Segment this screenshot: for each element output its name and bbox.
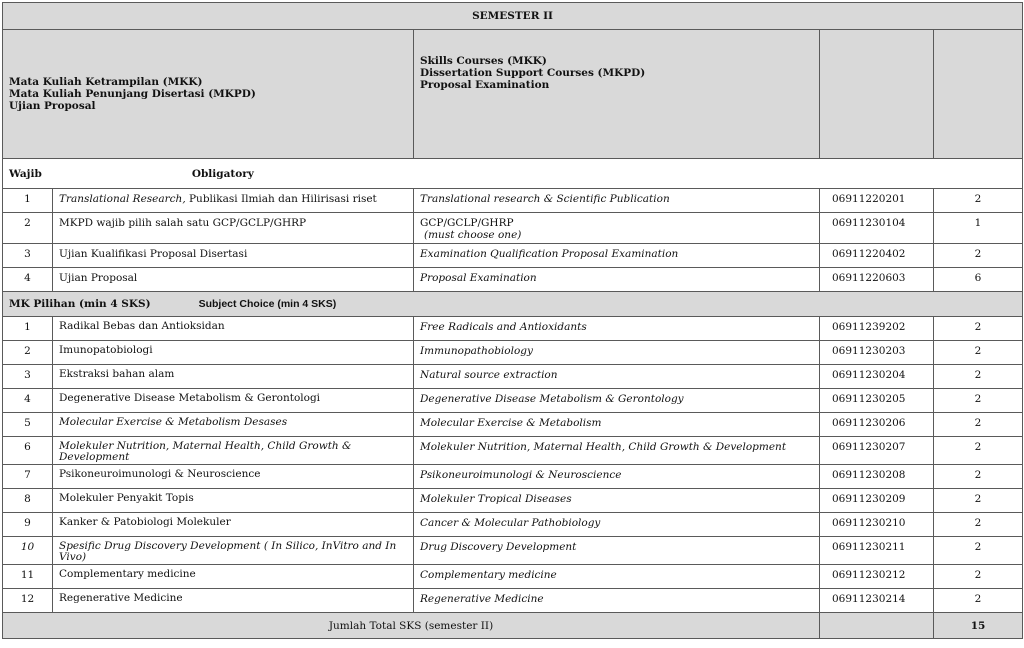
row-number: 3 — [3, 244, 53, 268]
row-number: 9 — [3, 513, 53, 537]
course-sks: 2 — [934, 489, 1023, 513]
header-sks — [934, 30, 1023, 159]
course-sks: 2 — [934, 365, 1023, 389]
course-sks: 2 — [934, 389, 1023, 413]
course-name-id: Molekuler Penyakit Topis — [53, 489, 414, 513]
row-number: 6 — [3, 437, 53, 465]
course-name-en: Proposal Examination — [414, 268, 820, 292]
course-name-en-note: (must choose one) — [424, 229, 522, 241]
course-code: 06911220603 — [820, 268, 934, 292]
course-name-en-main: GCP/GCLP/GHRP — [420, 217, 514, 229]
row-number: 8 — [3, 489, 53, 513]
course-sks: 2 — [934, 465, 1023, 489]
course-table — [2, 2, 1023, 639]
course-code: 06911220201 — [820, 189, 934, 213]
column-header-row — [3, 30, 1023, 159]
course-code: 06911230104 — [820, 213, 934, 244]
course-sks: 2 — [934, 565, 1023, 589]
row-number: 4 — [3, 268, 53, 292]
header-english — [414, 30, 820, 159]
row-number: 10 — [3, 537, 53, 565]
course-name-en: Free Radicals and Antioxidants — [414, 317, 820, 341]
row-number: 12 — [3, 589, 53, 613]
course-name-part: Ujian Proposal — [59, 272, 138, 284]
course-name-id: Degenerative Disease Metabolism & Gerontologi — [53, 389, 414, 413]
total-label: Jumlah Total SKS (semester II) — [3, 613, 820, 639]
course-sks: 2 — [934, 189, 1023, 213]
course-code: 06911230206 — [820, 413, 934, 437]
wajib-label-en: Obligatory — [191, 167, 254, 180]
row-number: 2 — [3, 341, 53, 365]
course-name-id: Psikoneuroimunologi & Neuroscience — [53, 465, 414, 489]
course-name-id: Imunopatobiologi — [53, 341, 414, 365]
course-name-id — [53, 268, 414, 292]
header-code — [820, 30, 934, 159]
row-number: 3 — [3, 365, 53, 389]
course-name-part: Publikasi Ilmiah dan Hilirisasi riset — [185, 193, 377, 205]
course-code: 06911230209 — [820, 489, 934, 513]
row-number: 1 — [3, 317, 53, 341]
course-name-en: Examination Qualification Proposal Examination — [414, 244, 820, 268]
header-en-line: Skills Courses (MKK) — [420, 55, 547, 67]
course-code: 06911230214 — [820, 589, 934, 613]
row-number: 4 — [3, 389, 53, 413]
course-name-en: Translational research & Scientific Publication — [414, 189, 820, 213]
course-sks: 6 — [934, 268, 1023, 292]
wajib-label-id: Wajib — [9, 167, 42, 180]
course-name-en: Drug Discovery Development — [414, 537, 820, 565]
header-en-line: Dissertation Support Courses (MKPD) — [420, 67, 646, 79]
course-code: 06911220402 — [820, 244, 934, 268]
course-code: 06911230208 — [820, 465, 934, 489]
wajib-section-label — [3, 159, 1023, 189]
pilihan-section-row — [3, 292, 1023, 317]
course-name-id — [53, 189, 414, 213]
pilihan-label-en: Subject Choice (min 4 SKS) — [198, 298, 337, 310]
course-name-id: Molekuler Nutrition, Maternal Health, Child Growth & Development — [53, 437, 414, 465]
course-sks: 2 — [934, 537, 1023, 565]
table-row — [3, 513, 1023, 537]
table-row — [3, 413, 1023, 437]
course-sks: 2 — [934, 244, 1023, 268]
course-name-part: Translational Research, — [59, 193, 186, 205]
course-name-en: Natural source extraction — [414, 365, 820, 389]
course-name-id: Radikal Bebas dan Antioksidan — [53, 317, 414, 341]
semester-title: SEMESTER II — [3, 3, 1023, 30]
header-en-line: Proposal Examination — [420, 79, 550, 91]
table-row — [3, 589, 1023, 613]
course-name-part: Ujian Kualifikasi Proposal Disertasi — [59, 248, 248, 260]
row-number: 1 — [3, 189, 53, 213]
course-code: 06911230207 — [820, 437, 934, 465]
table-row — [3, 437, 1023, 465]
table-row — [3, 268, 1023, 292]
pilihan-label-id: MK Pilihan (min 4 SKS) — [9, 298, 151, 310]
table-row — [3, 244, 1023, 268]
course-code: 06911230203 — [820, 341, 934, 365]
table-row — [3, 317, 1023, 341]
semester-title-row — [3, 3, 1023, 30]
course-name-en: Cancer & Molecular Pathobiology — [414, 513, 820, 537]
table-row — [3, 365, 1023, 389]
total-code-empty — [820, 613, 934, 639]
course-sks: 2 — [934, 589, 1023, 613]
course-code: 06911230204 — [820, 365, 934, 389]
course-name-en: Psikoneuroimunologi & Neuroscience — [414, 465, 820, 489]
course-name-id — [53, 213, 414, 244]
table-row — [3, 465, 1023, 489]
course-name-id — [53, 244, 414, 268]
course-code: 06911230212 — [820, 565, 934, 589]
course-name-en: Immunopathobiology — [414, 341, 820, 365]
course-name-id: Complementary medicine — [53, 565, 414, 589]
row-number: 5 — [3, 413, 53, 437]
table-row — [3, 341, 1023, 365]
course-name-en: Regenerative Medicine — [414, 589, 820, 613]
course-sks: 1 — [934, 213, 1023, 244]
table-row — [3, 489, 1023, 513]
course-sks: 2 — [934, 413, 1023, 437]
pilihan-section-label — [3, 292, 1023, 317]
header-id-line: Ujian Proposal — [9, 100, 96, 112]
total-row — [3, 613, 1023, 639]
total-sks: 15 — [934, 613, 1023, 639]
course-code: 06911239202 — [820, 317, 934, 341]
header-indonesian — [3, 30, 414, 159]
course-name-id: Ekstraksi bahan alam — [53, 365, 414, 389]
course-name-id: Molecular Exercise & Metabolism Desases — [53, 413, 414, 437]
course-name-part: MKPD wajib pilih salah satu GCP/GCLP/GHRP — [59, 217, 307, 229]
course-name-id: Kanker & Patobiologi Molekuler — [53, 513, 414, 537]
course-code: 06911230205 — [820, 389, 934, 413]
course-name-en — [414, 213, 820, 244]
table-row — [3, 189, 1023, 213]
table-row — [3, 537, 1023, 565]
course-code: 06911230211 — [820, 537, 934, 565]
table-row — [3, 213, 1023, 244]
course-sks: 2 — [934, 437, 1023, 465]
header-id-line: Mata Kuliah Ketrampilan (MKK) — [9, 76, 203, 88]
course-name-en: Complementary medicine — [414, 565, 820, 589]
table-row — [3, 565, 1023, 589]
course-name-en: Degenerative Disease Metabolism & Gerontology — [414, 389, 820, 413]
row-number: 11 — [3, 565, 53, 589]
header-id-line: Mata Kuliah Penunjang Disertasi (MKPD) — [9, 88, 256, 100]
course-sks: 2 — [934, 341, 1023, 365]
course-name-en: Molekuler Nutrition, Maternal Health, Child Growth & Development — [414, 437, 820, 465]
row-number: 2 — [3, 213, 53, 244]
course-name-id: Regenerative Medicine — [53, 589, 414, 613]
course-name-id: Spesific Drug Discovery Development ( In Silico, InVitro and In Vivo) — [53, 537, 414, 565]
course-name-en: Molekuler Tropical Diseases — [414, 489, 820, 513]
row-number: 7 — [3, 465, 53, 489]
course-sks: 2 — [934, 513, 1023, 537]
course-code: 06911230210 — [820, 513, 934, 537]
wajib-section-row — [3, 159, 1023, 189]
course-sks: 2 — [934, 317, 1023, 341]
course-name-en: Molecular Exercise & Metabolism — [414, 413, 820, 437]
table-row — [3, 389, 1023, 413]
